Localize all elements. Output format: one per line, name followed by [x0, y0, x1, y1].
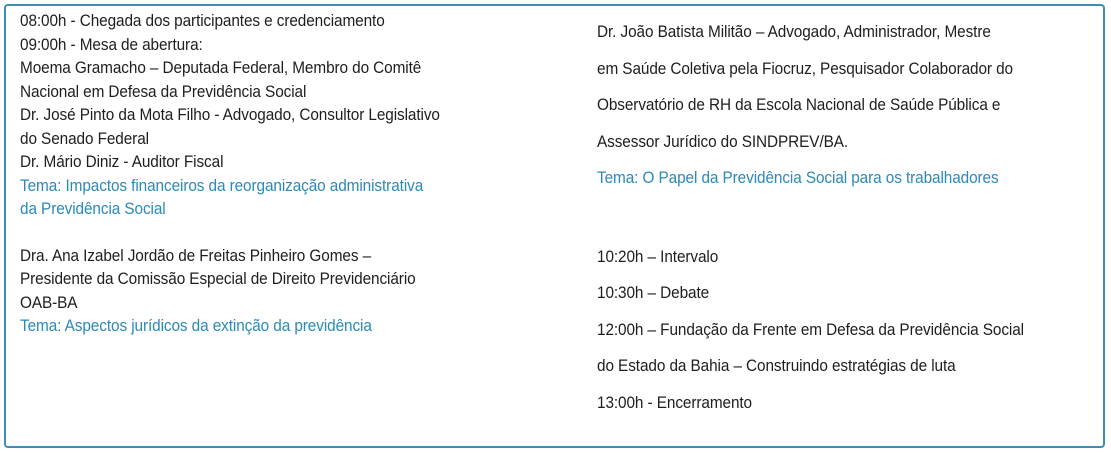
speaker-ana-line-2: Presidente da Comissão Especial de Direito Previdenciário [20, 270, 416, 288]
schedule-item-closing: 13:00h - Encerramento [597, 393, 753, 412]
speaker-joao-line-3: Observatório de RH da Escola Nacional de Saúde Pública e [597, 96, 1001, 114]
schedule-item-opening: 09:00h - Mesa de abertura: [20, 35, 203, 54]
theme-1-line-1: Tema: Impactos financeiros da reorganização administrativa [20, 176, 424, 195]
speaker-joao-line-2: em Saúde Coletiva pela Fiocruz, Pesquisador Colaborador do [597, 59, 1013, 78]
theme-1-line-2: da Previdência Social [20, 200, 166, 218]
schedule-item-foundation-line-2: do Estado da Bahia – Construindo estratégias de luta [597, 357, 956, 375]
schedule-item-debate: 10:30h – Debate [597, 284, 710, 302]
speaker-ana-line-3: OAB-BA [20, 293, 78, 312]
schedule-item-foundation-line-1: 12:00h – Fundação da Frente em Defesa da Previdência Social [597, 320, 1025, 339]
speaker-joao-line-4: Assessor Jurídico do SINDPREV/BA. [597, 132, 849, 151]
speaker-moema-line-2: Nacional em Defesa da Previdência Social [20, 82, 307, 101]
right-column [597, 14, 1099, 421]
speaker-moema-line-1: Moema Gramacho – Deputada Federal, Membro do Comitê [20, 59, 422, 77]
speaker-joao-line-1: Dr. João Batista Militão – Advogado, Administrador, Mestre [597, 23, 991, 41]
spacer [597, 197, 1099, 239]
speaker-jose-line-1: Dr. José Pinto da Mota Filho - Advogado, Consultor Legislativo [20, 106, 440, 124]
schedule-item-arrival: 08:00h - Chegada dos participantes e credenciamento [20, 12, 385, 30]
spacer [20, 222, 518, 245]
speaker-ana-line-1: Dra. Ana Izabel Jordão de Freitas Pinheiro Gomes – [20, 246, 372, 265]
theme-3: Tema: O Papel da Previdência Social para os trabalhadores [597, 169, 999, 187]
theme-2: Tema: Aspectos jurídicos da extinção da previdência [20, 317, 372, 335]
speaker-mario: Dr. Mário Diniz - Auditor Fiscal [20, 153, 224, 171]
left-column [20, 10, 518, 339]
speaker-jose-line-2: do Senado Federal [20, 129, 149, 148]
schedule-item-break: 10:20h – Intervalo [597, 247, 719, 266]
